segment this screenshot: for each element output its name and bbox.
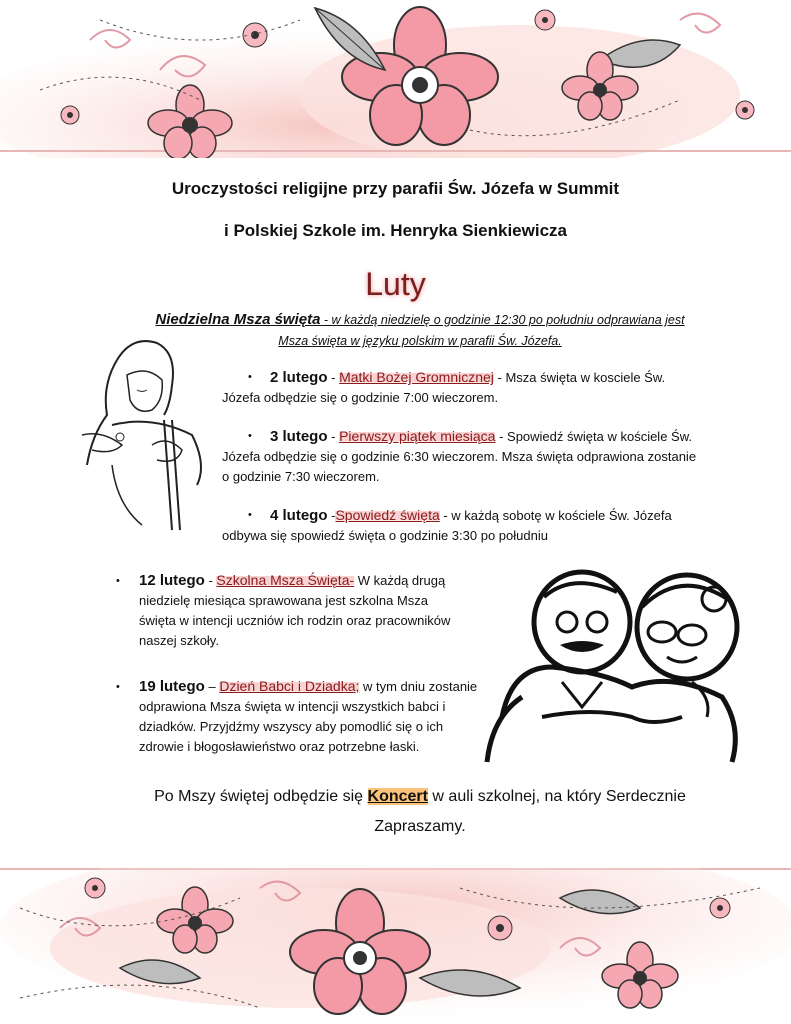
concert-highlight: Koncert <box>367 788 428 805</box>
intro-lead: Niedzielna Msza święta <box>155 311 321 328</box>
event-name: Szkolna Msza Święta- <box>216 572 355 588</box>
closing-before: Po Mszy świętej odbędzie się <box>154 788 368 805</box>
bullet-icon: • <box>116 681 120 693</box>
event-item <box>222 426 702 487</box>
event-sep: - <box>327 429 340 444</box>
event-item <box>139 676 479 757</box>
grandparents-icon <box>482 567 752 767</box>
event-item <box>222 367 702 408</box>
event-sep: - <box>204 573 217 588</box>
event-text: - w każdą sobotę w kościele Św. Józefa odbywa się spowiedź święta o godzinie 3:30 po południu <box>222 508 672 543</box>
closing-after: w auli szkolnej, na który Serdecznie Zapraszamy. <box>374 788 686 835</box>
event-text: - Msza święta w kosciele Św. Józefa odbędzie się o godzinie 7:00 wieczorem. <box>222 370 666 405</box>
event-date: 4 lutego <box>270 507 328 524</box>
event-date: 19 lutego <box>139 678 205 695</box>
event-sep: – <box>204 679 220 694</box>
event-text: - Spowiedź święta w kościele Św. Józefa odbędzie się o godzinie 6:30 wieczorem. Msza święta odprawiona zostanie o godzinie 7:30 wieczorem. <box>222 429 697 484</box>
event-sep: - <box>327 508 336 523</box>
event-name: Dzień Babci i Dziadka; <box>219 678 360 694</box>
bullet-icon: • <box>248 371 252 383</box>
sunday-mass-intro <box>140 309 700 352</box>
event-item <box>139 570 461 651</box>
grandparents-illustration <box>482 567 752 772</box>
event-text: W każdą drugą niedzielę miesiąca sprawowana jest szkolna Msza święta w intencji uczniów ich rodzin oraz pracowników naszej szkoły. <box>139 573 451 648</box>
event-name: Matki Bożej Gromnicznej <box>339 369 494 385</box>
intro-text: - w każdą niedzielę o godzinie 12:30 po południu odprawiana jest Msza święta w języku polskim w parafii Św. Józefa. <box>278 313 685 348</box>
event-sep: - <box>327 370 340 385</box>
top-floral-banner <box>0 0 791 158</box>
bullet-icon: • <box>248 430 252 442</box>
event-date: 3 lutego <box>270 428 328 445</box>
event-text: w tym dniu zostanie odprawiona Msza święta w intencji wszystkich babci i dziadków. Przyjdźmy wszyscy aby pomodlić się o ich zdrowie i błogosławieństwo oraz potrzebne łaski. <box>139 679 478 754</box>
madonna-icon <box>72 335 217 535</box>
madonna-illustration <box>72 335 217 540</box>
event-name: Pierwszy piątek miesiąca <box>339 428 496 444</box>
event-name: Spowiedź święta <box>335 507 440 523</box>
page-subtitle: i Polskiej Szkole im. Henryka Sienkiewicza <box>224 221 567 240</box>
event-date: 12 lutego <box>139 572 205 589</box>
month-heading: Luty <box>365 266 426 302</box>
bullet-icon: • <box>116 575 120 587</box>
bullet-icon: • <box>248 509 252 521</box>
event-date: 2 lutego <box>270 369 328 386</box>
event-item <box>222 505 692 546</box>
page-title: Uroczystości religijne przy parafii Św. Józefa w Summit <box>171 179 620 198</box>
bottom-floral-banner <box>0 868 791 1024</box>
closing-invitation <box>110 782 730 842</box>
